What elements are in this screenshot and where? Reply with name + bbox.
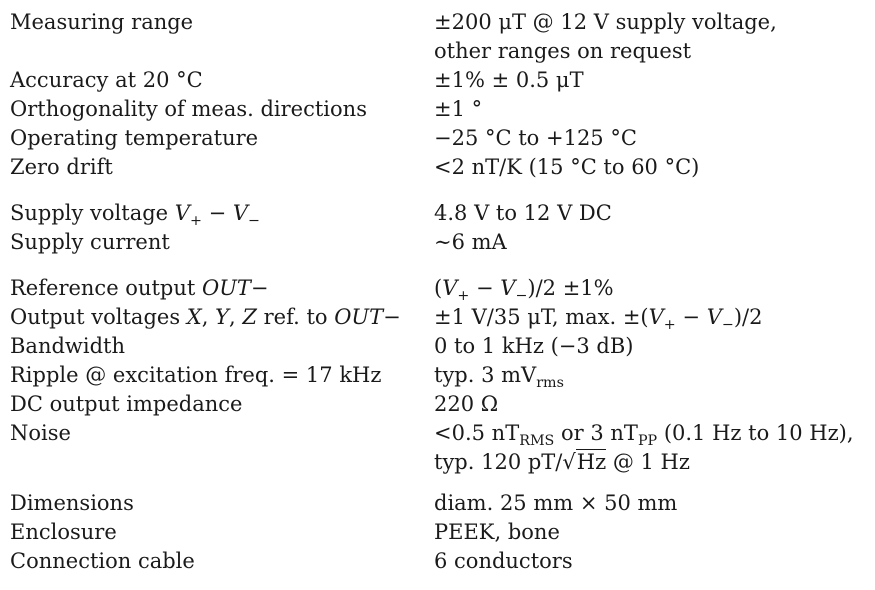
spec-value: ∼6 mA (434, 230, 507, 254)
spec-label: Accuracy at 20 °C (10, 68, 203, 92)
spec-row-dimensions (0, 489, 875, 518)
spec-value: ±1 ° (434, 97, 483, 121)
spec-value: other ranges on request (434, 39, 692, 63)
spec-value: 0 to 1 kHz (−3 dB) (434, 334, 634, 358)
spec-label: Connection cable (10, 549, 195, 573)
spec-row-operating-temperature (0, 124, 875, 153)
spec-value: $(V_+ - V_-)/2 \pm 1\%$ (434, 276, 614, 305)
spec-value: 220 Ω (434, 392, 499, 416)
spec-label: Bandwidth (10, 334, 126, 358)
spec-value: PEEK, bone (434, 520, 560, 544)
spec-label: Dimensions (10, 491, 134, 515)
spec-label: Supply current (10, 230, 170, 254)
spec-value: diam. 25 mm × 50 mm (434, 491, 678, 515)
spec-value: 4.8 V to 12 V DC (434, 201, 612, 225)
spec-label: Ripple @ excitation freq. = 17 kHz (10, 363, 382, 387)
spec-row-supply-voltage (0, 199, 875, 228)
spec-value: <0.5 $nT_{RMS}$ or 3 $nT_{PP}$ (0.1 Hz to 10 Hz), (434, 421, 854, 450)
spec-row-noise-cont (0, 448, 875, 477)
spec-value: <2 nT/K (15 °C to 60 °C) (434, 155, 700, 179)
spec-row-noise (0, 419, 875, 448)
spec-value: typ. 3 $mV_{rms}$ (434, 363, 564, 392)
spec-value: ±1 V/35 μT, max. $\pm(V_+ - V_-)/2$ (434, 305, 763, 334)
spec-row-dc-output-impedance (0, 390, 875, 419)
spec-value: ±200 μT @ 12 V supply voltage, (434, 10, 777, 34)
spec-row-bandwidth (0, 332, 875, 361)
spec-row-accuracy (0, 66, 875, 95)
spec-value: 6 conductors (434, 549, 573, 573)
spec-label: DC output impedance (10, 392, 243, 416)
spec-row-ripple (0, 361, 875, 390)
spec-value: −25 °C to +125 °C (434, 126, 637, 150)
spec-label: Supply voltage $V_+ - V_-$ (10, 201, 260, 230)
spec-row-output-voltages (0, 303, 875, 332)
spec-label: Measuring range (10, 10, 194, 34)
spec-label: Enclosure (10, 520, 117, 544)
spec-row-enclosure (0, 518, 875, 547)
spec-row-connection-cable (0, 547, 875, 576)
spec-row-measuring-range (0, 8, 875, 37)
spec-value: ±1% ± 0.5 μT (434, 68, 584, 92)
spec-label: Reference output OUT− (10, 276, 269, 300)
spec-row-measuring-range-cont (0, 37, 875, 66)
spec-row-reference-output (0, 274, 875, 303)
spec-label: Orthogonality of meas. directions (10, 97, 367, 121)
spec-value: typ. 120 pT/√Hz @ 1 Hz (434, 450, 690, 474)
spec-label: Operating temperature (10, 126, 259, 150)
spec-label: Zero drift (10, 155, 113, 179)
spec-row-supply-current (0, 228, 875, 257)
spec-row-zero-drift (0, 153, 875, 182)
spec-row-orthogonality (0, 95, 875, 124)
spec-label: Noise (10, 421, 71, 445)
spec-label: Output voltages X, Y, Z ref. to OUT− (10, 305, 401, 329)
